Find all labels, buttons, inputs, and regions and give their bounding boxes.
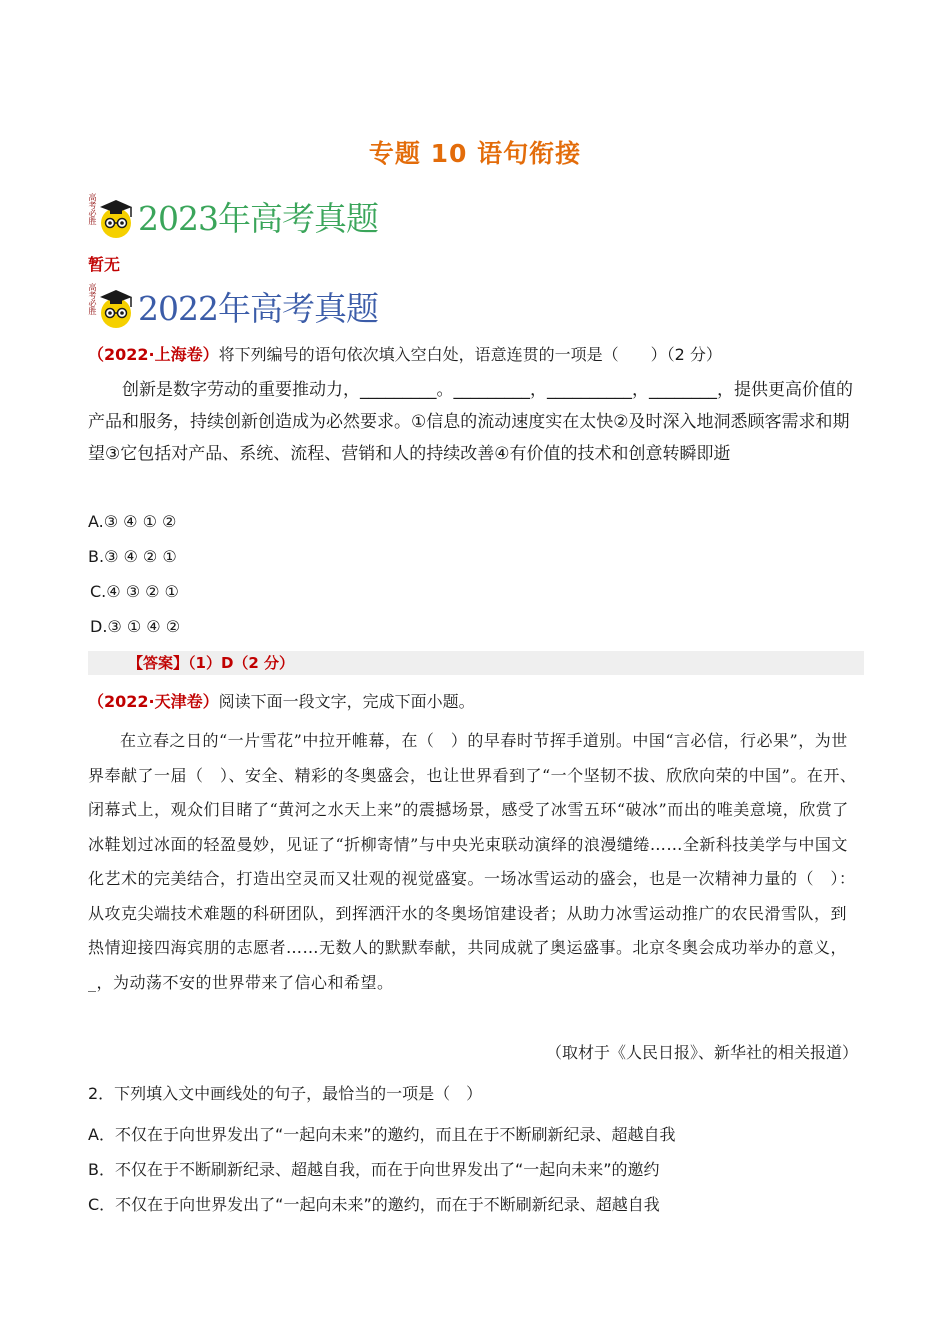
- q1-source: （2022·上海卷）: [88, 345, 219, 364]
- q1-answer-bar: [88, 651, 864, 675]
- q2-credit: （取材于《人民日报》、新华社的相关报道）: [545, 1043, 858, 1062]
- badge-text: 高考必胜: [88, 283, 97, 315]
- q2-passage: 在立春之日的“一片雪花”中拉开帷幕，在（ ）的早春时节挥手道别。中国“言必信，行必果”，为世界奉献了一届（ ）、安全、精彩的冬奥盛会，也让世界看到了“一个坚韧不拔、欣欣向荣的中国”。在开、闭幕式上，观众们目睹了“黄河之水天上来”的震撼场景，感受了冰雪五环“破冰”而出的唯美意境，欣赏了冰鞋划过冰面的轻盈曼妙，见证了“折柳寄情”与中央光束联动演绎的浪漫缱绻……全新科技美学与中国文化艺术的完美结合，打造出空灵而又壮观的视觉盛宴。一场冰雪运动的盛会，也是一次精神力量的（ ）：从攻克尖端技术难题的科研团队，到挥洒汗水的冬奥场馆建设者；从助力冰雪运动推广的农民滑雪队，到热情迎接四海宾朋的志愿者……无数人的默默奉献，共同成就了奥运盛事。北京冬奥会成功举办的意义，_，为动荡不安的世界带来了信心和希望。: [88, 731, 857, 992]
- q1-stem: 将下列编号的语句依次填入空白处，语意连贯的一项是（ ）（2 分）: [218, 345, 722, 364]
- q1-answer: 【答案】（1）D（2 分）: [128, 654, 295, 672]
- section-label-2023: 2023年高考真题: [138, 198, 378, 238]
- q1-option-d: D.③ ① ④ ②: [90, 617, 181, 636]
- section-banner-2023: [88, 192, 378, 240]
- q2-sub-option-b: B．不仅在于不断刷新纪录、超越自我，而在于向世界发出了“一起向未来”的邀约: [88, 1160, 660, 1179]
- scholar-badge-icon: [88, 283, 134, 329]
- q1-passage: 创新是数字劳动的重要推动力，_________。_________，__________，________，提供更高价值的产品和服务，持续创新创造成为必然要求。①信息的流动速度实在太快②及时深入地洞悉顾客需求和期望③它包括对产品、系统、流程、营销和人的持续改善④有价值的技术和创意转瞬即逝: [88, 380, 853, 464]
- q1-option-c: C.④ ③ ② ①: [90, 582, 179, 601]
- q1-option-b: B.③ ④ ② ①: [88, 547, 177, 566]
- q2-sub-option-a: A．不仅在于向世界发出了“一起向未来”的邀约，而且在于不断刷新纪录、超越自我: [88, 1125, 676, 1144]
- q2-stem: 阅读下面一段文字，完成下面小题。: [218, 692, 475, 711]
- q1-header: [88, 342, 722, 365]
- q2-sub-question: 2．下列填入文中画线处的句子，最恰当的一项是（ ）: [88, 1084, 483, 1103]
- q1-option-a: A.③ ④ ① ②: [88, 512, 177, 531]
- page-title: 专题 10 语句衔接: [368, 139, 582, 168]
- section-label-2022: 2022年高考真题: [138, 288, 378, 328]
- q2-header: [88, 689, 475, 712]
- q2-source: （2022·天津卷）: [88, 692, 219, 711]
- q2-sub-option-c: C．不仅在于向世界发出了“一起向未来”的邀约，而在于不断刷新纪录、超越自我: [88, 1195, 660, 1214]
- scholar-badge-icon: [88, 193, 134, 239]
- none-note: 暂无: [88, 255, 121, 274]
- badge-text: 高考必胜: [88, 193, 97, 225]
- section-banner-2022: [88, 282, 378, 330]
